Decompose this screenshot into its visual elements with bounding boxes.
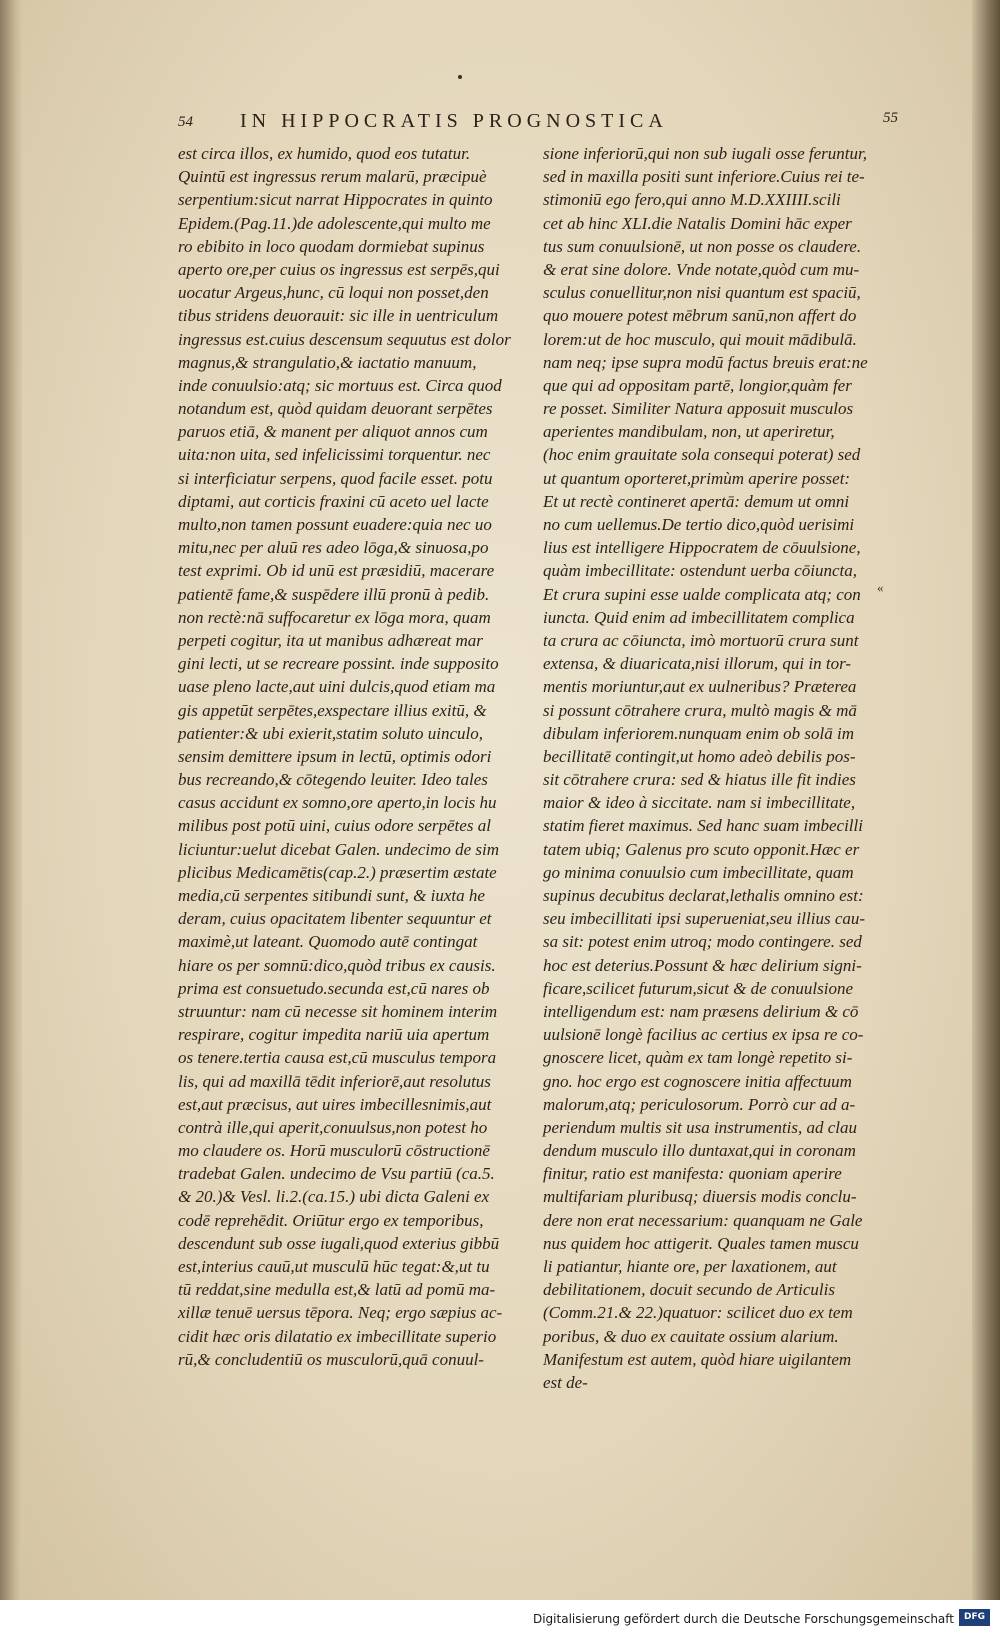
text-line: nus quidem hoc attigerit. Quales tamen muscu [543,1233,859,1253]
text-line: deram, cuius opacitatem libenter sequuntur et [178,909,492,929]
digitization-footer [0,1600,1000,1637]
text-line: mentis moriuntur,aut ex uulneribus? Præterea [543,677,857,697]
text-line: tus sum conuulsionē, ut non posse os claudere. [543,236,862,256]
text-line: mo claudere os. Horū musculorū cōstructionē [178,1141,490,1161]
text-line: sed in maxilla positi sunt inferiore.Cuius rei te- [543,167,865,187]
text-line: cidit hæc oris dilatatio ex imbecillitate superio [178,1326,497,1346]
text-line: cet ab hinc XLI.die Natalis Domini hāc exper [543,213,852,233]
text-line: patientē fame,& suspēdere illū pronū à pedib. [178,584,490,604]
text-line: lis, qui ad maxillā tēdit inferiorē,aut resolutus [178,1071,491,1091]
text-line: hoc est deterius.Possunt & hæc delirium signi- [543,955,862,975]
text-line: paruos etiā, & manent per aliquot annos cum [178,422,488,442]
text-line: multifariam pluribusq; diuersis modis conclu- [543,1187,857,1207]
text-line: Et crura supini esse ualde complicata atq; con [543,584,861,604]
text-line: aperto ore,per cuius os ingressus est serpēs,qui [178,259,500,279]
text-line: li patiantur, hiante ore, per laxationem, aut [543,1257,837,1276]
running-title: IN HIPPOCRATIS PROGNOSTICA [240,110,668,132]
text-line: est de- [543,1372,588,1392]
text-line: aperientes mandibulam, non, ut aperiretur, [543,422,835,442]
text-line: sculus conuellitur,non nisi quantum est spaciū, [543,283,861,303]
text-line: non rectè:nā suffocaretur ex lōga mora, quam [178,607,491,627]
text-line: ro ebibito in loco quodam dormiebat supinus [178,236,485,256]
text-line: codē reprehēdit. Oriūtur ergo ex temporibus, [178,1210,484,1230]
text-line: bus recreando,& cōtegendo leuiter. Ideo tales [178,770,488,790]
text-line: gnoscere licet, quàm ex tam longè repetito si- [543,1048,853,1068]
text-line: multo,non tamen possunt euadere:quia nec uo [178,515,492,534]
text-line: dibulam inferiorem.nunquam enim ob solā im [543,723,855,743]
text-line: struuntur: nam cū necesse sit hominem interim [178,1001,498,1021]
text-line: Quintū est ingressus rerum malarū, præcipuè [178,167,487,187]
text-line: ingressus est.cuius descensum sequutus est dolor [178,329,511,349]
page-number-left: 54 [178,114,193,130]
text-line: stimoniū ego fero,qui anno M.D.XXIIII.scili [543,190,841,210]
text-line: gini lecti, ut se recreare possint. inde supposito [178,654,499,674]
text-line: tibus stridens deuorauit: sic ille in uentriculum [178,306,499,326]
running-head [178,110,898,140]
text-line: (Comm.21.& 22.)quatuor: scilicet duo ex tem [543,1303,853,1323]
text-line: hiare os per somnū:dico,quòd tribus ex causis. [178,955,496,975]
text-column-left [178,142,528,1371]
text-line: uase pleno lacte,aut uini dulcis,quod etiam ma [178,677,496,697]
printer-mark [458,75,462,79]
text-line: Manifestum est autem, quòd hiare uigilantem [543,1349,852,1369]
text-line: iuncta. Quid enim ad imbecillitatem complica [543,607,855,627]
text-line: dere non erat necessarium: quanquam ne Gale [543,1210,863,1230]
text-line: mitu,nec per aluū res adeo lōga,& sinuosa,po [178,538,489,558]
text-line: respirare, cogitur impedita nariū uia apertum [178,1025,490,1045]
text-line: finitur, ratio est manifesta: quoniam aperire [543,1164,842,1184]
text-line: est,interius cauū,ut musculū hūc tegat:&,ut tu [178,1257,490,1276]
text-line: gno. hoc ergo est cognoscere initia affectuum [543,1071,852,1091]
text-line: uulsionē longè facilius ac certius ex ipsa re co- [543,1025,864,1045]
text-line: descendunt sub osse iugali,quod exterius gibbū [178,1233,500,1253]
text-line: sione inferiorū,qui non sub iugali osse feruntur, [543,144,867,163]
text-line: & 20.)& Vesl. li.2.(ca.15.) ubi dicta Galeni ex [178,1187,490,1207]
text-line: casus accidunt ex somno,ore aperto,in locis hu [178,793,497,813]
text-line: notandum est, quòd quidam deuorant serpētes [178,399,493,419]
page-number-right: 55 [883,110,898,126]
text-line: os tenere.tertia causa est,cū musculus tempora [178,1048,497,1068]
scan-left-edge [0,0,22,1637]
text-line: media,cū serpentes sitibundi sunt, & iuxta he [178,886,485,905]
text-line: extensa, & diuaricata,nisi illorum, qui in tor- [543,654,852,674]
text-line: supinus decubitus declarat,lethalis omnino est: [543,886,864,905]
text-line: patienter:& ubi exierit,statim soluto uinculo, [178,723,484,743]
text-line: gis appetūt serpētes,exspectare illius exitū, & [178,700,487,720]
text-line: contrà ille,qui aperit,conuulsus,non potest ho [178,1117,488,1137]
text-line: magnus,& strangulatio,& iactatio manuum, [178,352,477,372]
text-line: & erat sine dolore. Vnde notate,quòd cum mu- [543,259,860,279]
text-line: uocatur Argeus,hunc, cū loqui non posset,den [178,283,489,303]
text-line: Et ut rectè contineret apertā: demum ut omni [543,491,850,511]
text-line: que qui ad oppositam partē, longior,quàm fer [543,375,852,395]
text-line: uita:non uita, sed infelicissimi torquentur. nec [178,445,491,465]
text-line: serpentium:sicut narrat Hippocrates in quinto [178,190,493,210]
text-line: liciuntur:uelut dicebat Galen. undecimo de sim [178,839,500,859]
text-line: ta crura ac cōiuncta, imò mortuorū crura sunt [543,630,859,650]
text-line: xillæ tenuē uersus tēpora. Neq; ergo sæpius ac- [178,1303,503,1323]
text-line: nam neq; ipse supra modū factus breuis erat:ne [543,352,868,372]
text-line: quo mouere potest mēbrum sanū,non affert do [543,306,857,326]
text-line: ut quantum oporteret,primùm aperire posset: [543,468,851,488]
text-line: plicibus Medicamētis(cap.2.) præsertim æstate [178,862,497,882]
text-line: tū reddat,sine medulla est,& latū ad pomū ma- [178,1280,496,1300]
text-line: ficare,scilicet futurum,sicut & de conuulsione [543,978,854,998]
text-line: est,aut præcisus, aut uires imbecillesnimis,aut [178,1094,492,1114]
text-line: lorem:ut de hoc musculo, qui mouit mādibulā. [543,329,857,349]
text-line: malorum,atq; periculosorum. Porrò cur ad a- [543,1094,856,1114]
text-line: go minima conuulsio cum imbecillitate, quam [543,862,854,882]
text-line: est circa illos, ex humido, quod eos tutatur. [178,144,471,163]
spine-shadow [972,0,1000,1600]
text-column-right [543,142,893,1394]
text-line: sa sit: potest enim utroq; modo contingere. sed [543,932,862,952]
text-line: si possunt cōtrahere crura, multò magis & mā [543,700,857,720]
text-line: seu imbecillitati ipsi superueniat,seu illius cau- [543,909,866,929]
text-line: periendum multis sit usa instrumentis, ad clau [543,1117,858,1137]
text-line: no cum uellemus.De tertio dico,quòd uerisimi [543,515,855,534]
text-line: becillitatē contingit,ut homo adeò debilis pos- [543,746,856,766]
text-line: statim fieret maximus. Sed hanc suam imbecilli [543,816,863,836]
text-line: debilitationem, docuit secundo de Articulis [543,1280,835,1300]
text-line: sit cōtrahere crura: sed & hiatus ille fit indies [543,770,856,790]
footer-credit: Digitalisierung gefördert durch die Deutsche Forschungsgemeinschaft [532,1612,954,1626]
text-line: quàm imbecillitate: ostendunt uerba cōiuncta, [543,561,857,581]
text-line: prima est consuetudo.secunda est,cū nares ob [178,978,490,998]
text-line: tradebat Galen. undecimo de Vsu partiū (ca.5. [178,1164,495,1184]
text-line: sensim demittere ipsum in lectū, optimis odori [178,746,492,766]
text-line: perpeti cogitur, ita ut manibus adhæreat mar [178,630,483,650]
text-line: re posset. Similiter Natura apposuit musculos [543,399,854,419]
text-line: milibus post potū uini, cuius odore serpētes al [178,816,491,836]
text-line: inde conuulsio:atq; sic mortuus est. Circa quod [178,375,502,395]
text-line: rū,& concludentiū os musculorū,quā conuul- [178,1349,484,1369]
text-line: intelligendum est: nam præsens delirium & cō [543,1001,859,1021]
text-line: si interficiatur serpens, quod facile esset. potu [178,468,493,488]
text-line: maior & ideo à siccitate. nam si imbecillitate, [543,793,856,813]
text-line: dendum musculo illo duntaxat,qui in coronam [543,1141,856,1161]
margin-note: « [877,580,884,595]
text-line: Epidem.(Pag.11.)de adolescente,qui multo me [178,213,491,233]
text-line: maximè,ut lateant. Quomodo autē contingat [178,932,478,952]
text-line: tatem ubiq; Galenus pro scuto opponit.Hæc er [543,839,860,859]
text-line: test exprimi. Ob id unū est præsidiū, macerare [178,561,495,581]
dfg-logo: DFG [959,1609,990,1626]
text-line: (hoc enim grauitate sola consequi poterat) sed [543,445,861,465]
text-line: poribus, & duo ex cauitate ossium alarium. [543,1326,839,1346]
text-line: lius est intelligere Hippocratem de cōuulsione, [543,538,861,558]
text-line: diptami, aut corticis fraxini cū aceto uel lacte [178,491,489,511]
